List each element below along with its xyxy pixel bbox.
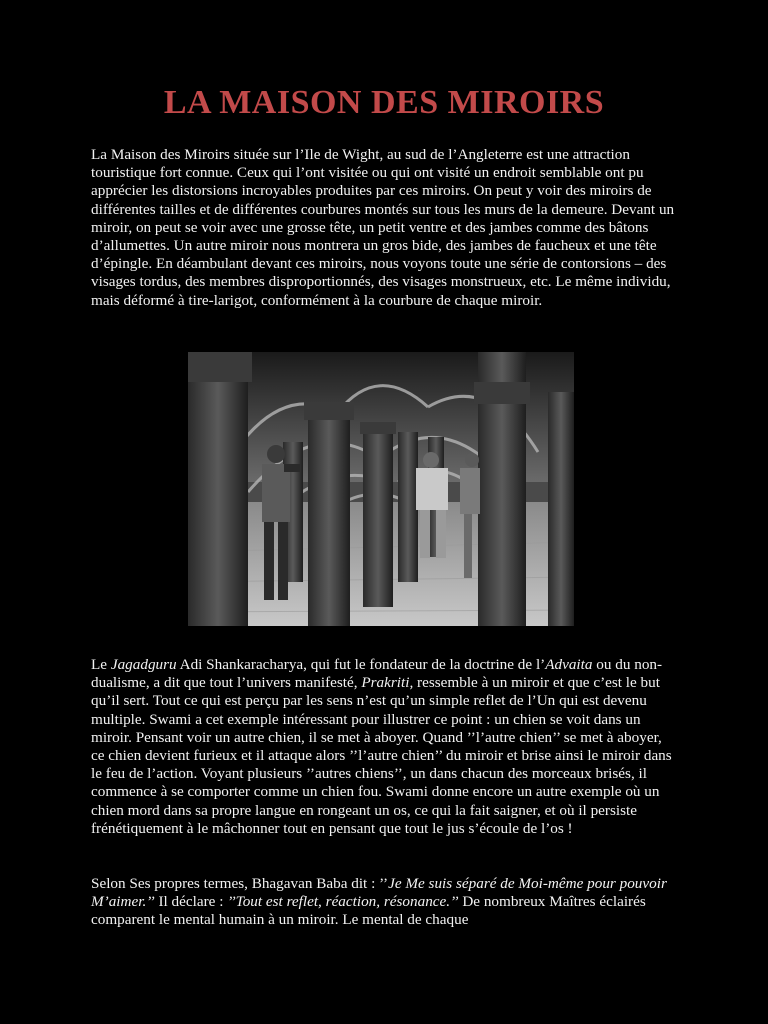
paragraph-text: Adi Shankaracharya, qui fut le fondateur de la doctrine de l’ [176, 656, 546, 673]
paragraph-text: Il déclare : [154, 893, 228, 911]
paragraph-text: Selon Ses propres termes, Bhagavan Baba dit : ’’ [91, 875, 389, 892]
paragraph-text: Le [91, 656, 111, 673]
paragraph-text: ressemble à un miroir et que c’est le but qu’il sert. Tout ce qui est perçu par les sens n’est qu’un simple reflet de l’Un qui est devenu multiple. Swami a cet exemple intéressant pour illustrer ce point : un chien se voit dans un miroir. Pensant voir un autre chien, il se met à aboyer. Quand ’’l’autre chien’’ se met à aboyer, ce chien devient furieux et il attaque alors ’’l’autre chien’’ du miroir et brise ainsi le miroir dans le feu de l’action. Voyant plusieurs ’’autres chiens’’, un dans chacun des morceaux brisés, il commence à se comporter comme un chien fou. Swami donne encore un autre exemple où un chien mord dans sa propre langue en rongeant un os, ce qui la fait saigner, et où il persiste frénétiquement à le mâchonner tout en pensant que tout le jus s’écoule de l’os ! [91, 674, 672, 837]
paragraph-text: De nombreux Maîtres éclairés comparent le mental humain à un miroir. Le mental de chaque [91, 893, 646, 929]
hall-of-mirrors-photo [188, 352, 574, 626]
paragraph-text: ou du non-dualisme, a dit que tout l’univers manifesté, [91, 656, 663, 692]
paragraph-bhagavan-baba [91, 875, 677, 930]
italic-term: Jagadguru [110, 656, 177, 673]
italic-quote: Je Me suis séparé de Moi-même pour pouvoir M’aimer.’’ [91, 875, 667, 911]
paragraph-shankaracharya [91, 656, 677, 838]
italic-term: Advaita [545, 656, 593, 673]
paragraph-intro: La Maison des Miroirs située sur l’Ile de Wight, au sud de l’Angleterre est une attraction touristique fort connue. Ceux qui l’ont visitée ou qui ont visité un endroit semblable ont pu apprécier les distorsions incroyables produites par ces miroirs. On peut y voir des miroirs de différentes tailles et de différentes courbures montés sur tous les murs de la demeure. Devant un miroir, on peut se voir avec une grosse tête, un petit ventre et des jambes comme des bâtons d’allumettes. Un autre miroir nous montrera un gros bide, des jambes de faucheux et une tête d’épingle. En déambulant devant ces miroirs, nous voyons toute une série de contorsions – des visages tordus, des membres disproportionnés, des visages monstrueux, etc. Le même individu, mais déformé à tire-larigot, conformément à la courbure de chaque miroir. [91, 146, 675, 309]
italic-term: Prakriti, [361, 674, 414, 692]
page-title: LA MAISON DES MIROIRS [163, 84, 605, 121]
italic-quote: ’’Tout est reflet, réaction, résonance.’’ [227, 893, 459, 911]
